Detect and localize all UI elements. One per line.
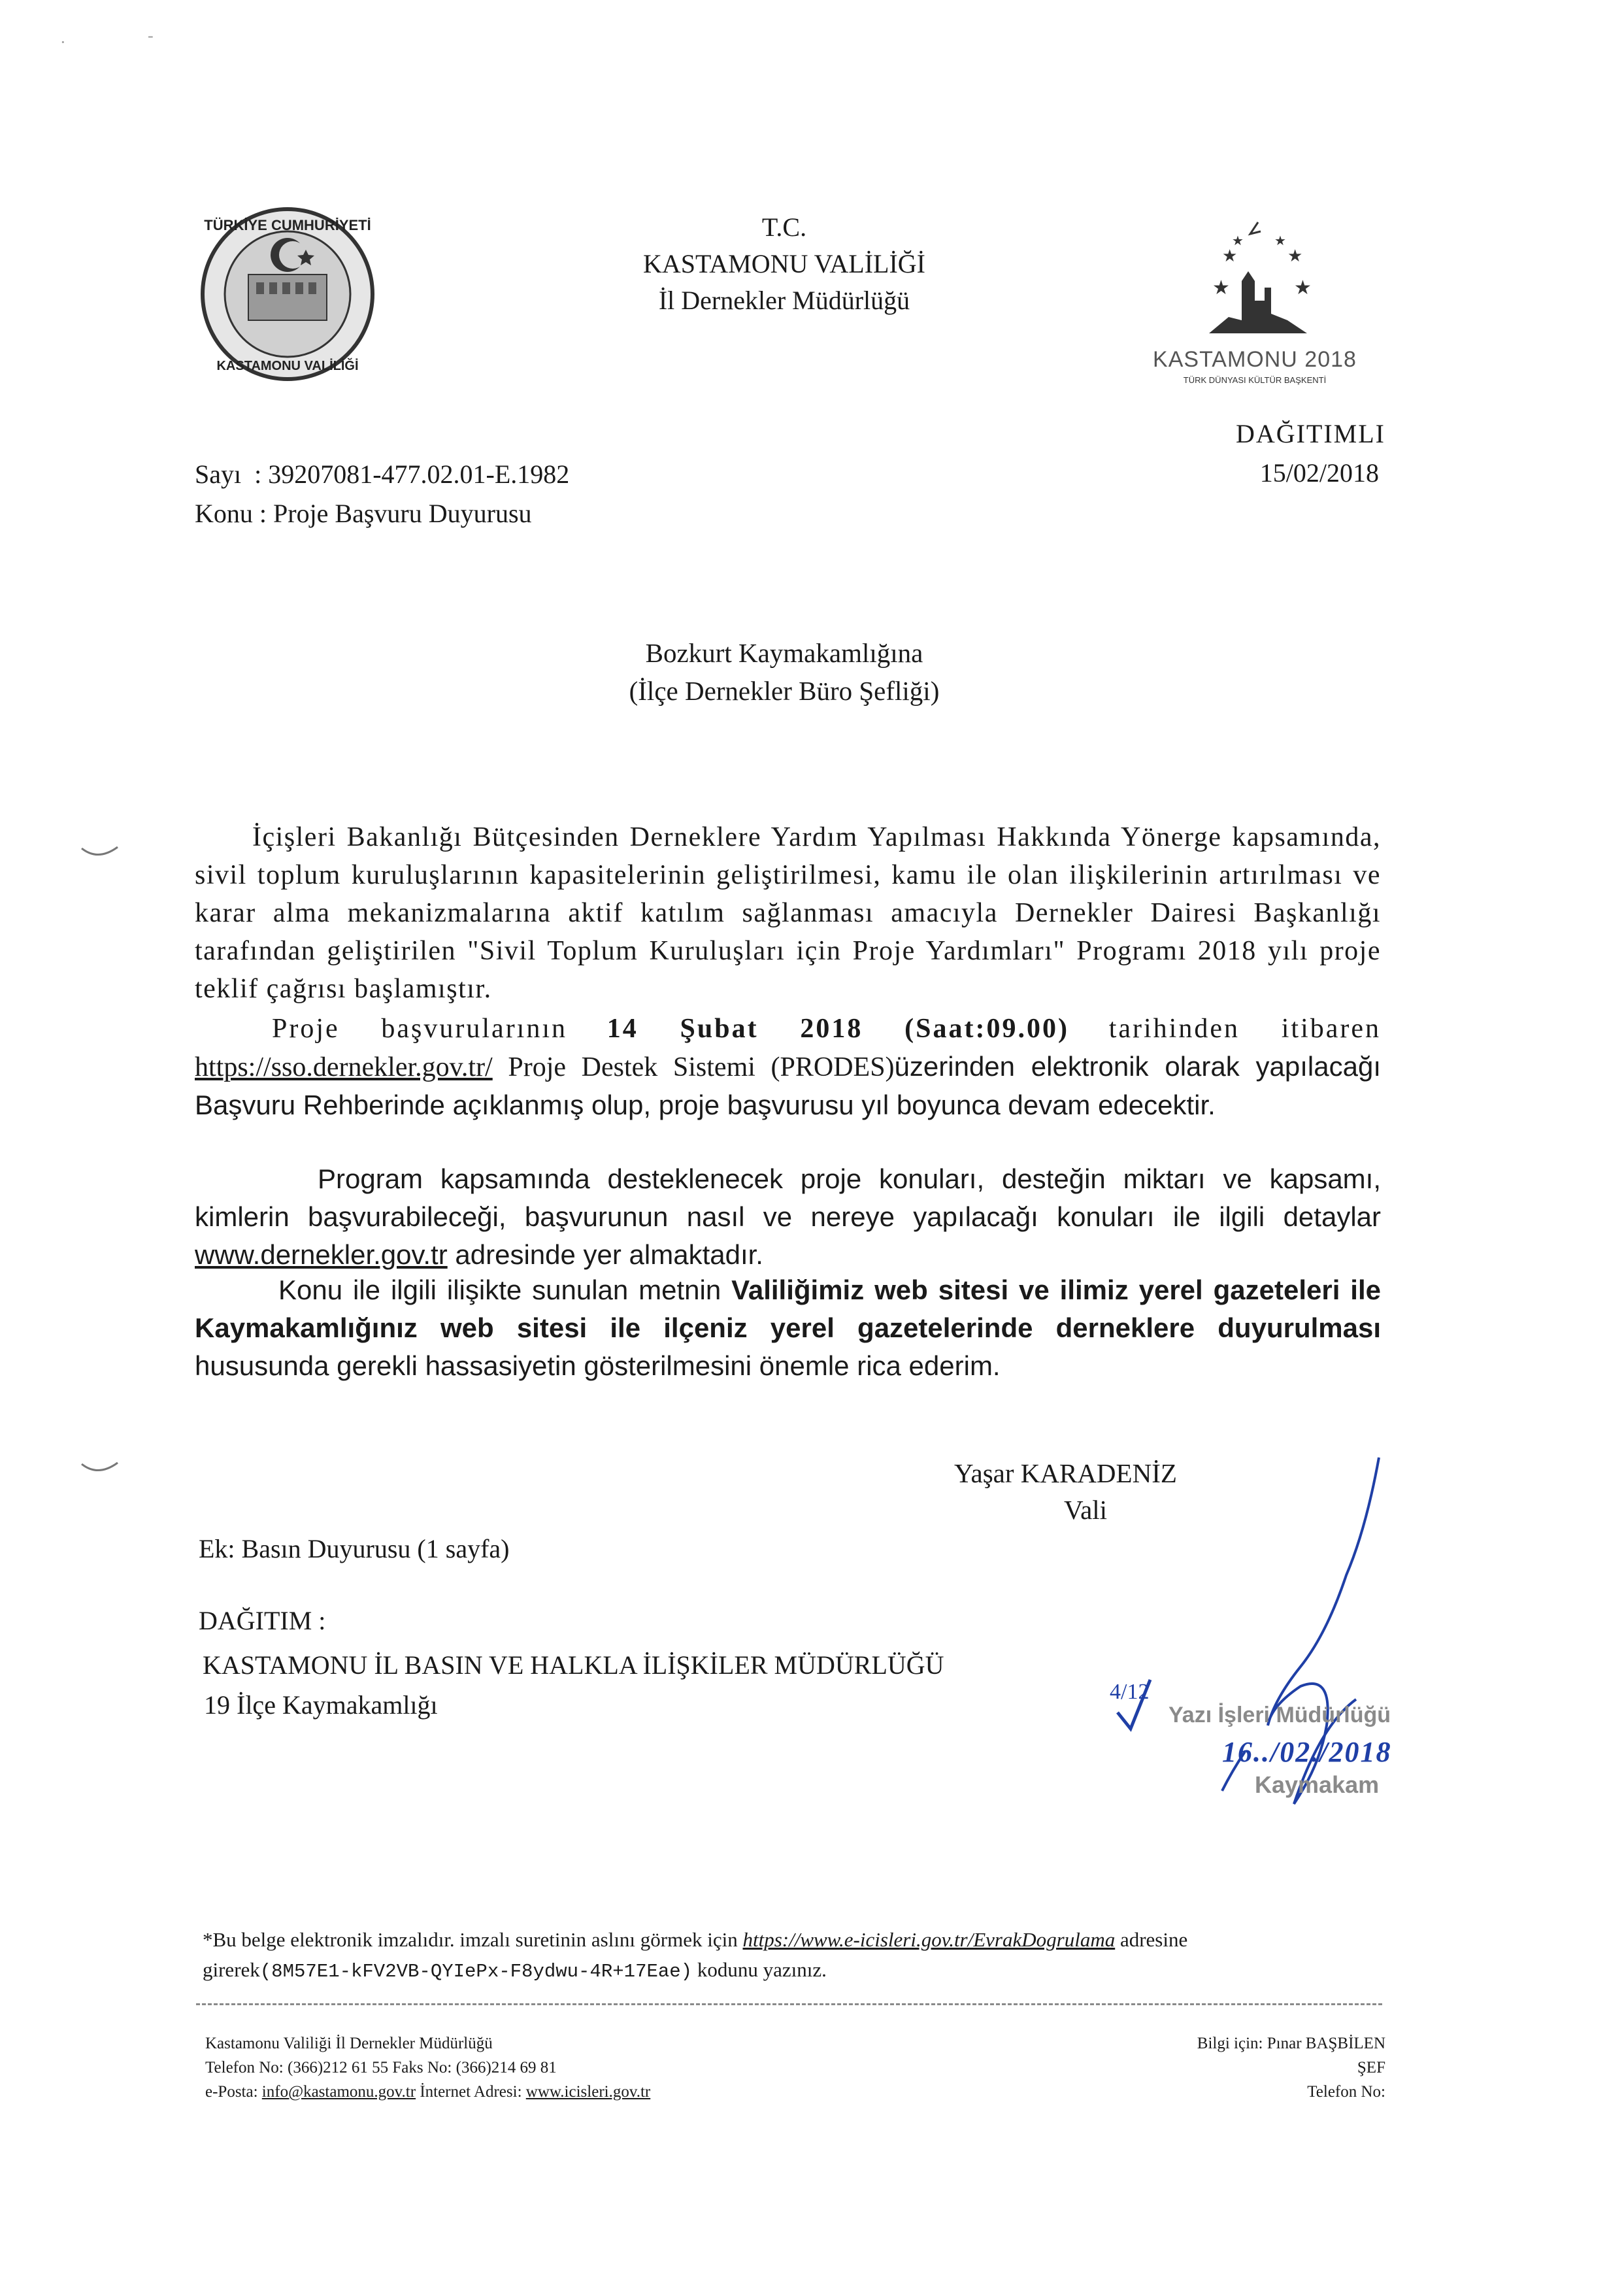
application-date: 14 Şubat 2018 (Saat:09.00): [606, 1014, 1069, 1044]
letterhead-line-3: İl Dernekler Müdürlüğü: [658, 286, 910, 315]
paragraph-text: Proje başvurularının: [272, 1014, 568, 1044]
received-stamp: [1104, 1359, 1470, 1882]
paragraph-text: Program kapsamında desteklenecek proje konuları, desteğin miktarı ve kapsamı, kimlerin başvurabileceği, başvurunun nasıl ve nereye yapılacağı konuları ile ilgili detaylar: [195, 1163, 1381, 1232]
paragraph-text: Konu ile ilgili ilişikte sunulan metnin: [278, 1275, 721, 1305]
recipient-line-2: (İlçe Dernekler Büro Şefliği): [629, 676, 940, 706]
svg-text:★: ★: [1287, 246, 1303, 266]
svg-text:★: ★: [1294, 276, 1312, 299]
svg-text:★: ★: [1274, 233, 1286, 248]
footer-web-label: İnternet Adresi:: [420, 2083, 522, 2101]
esign-text: kodunu yazınız.: [697, 1958, 827, 1981]
stamp-office: Yazı İşleri Müdürlüğü: [1168, 1703, 1391, 1727]
footer-divider: [196, 2003, 1382, 2005]
distribution-label: DAĞITIM :: [199, 1606, 326, 1635]
signer-name: Yaşar KARADENİZ: [954, 1458, 1177, 1488]
stamp-date: 16../02./2018: [1222, 1736, 1392, 1768]
emphasized-request: Valiliğimiz web sitesi ve ilimiz yerel gazeteleri ile Kaymakamlığınız web sitesi ile ilçeniz yerel gazetelerinde derneklere duyurulması: [195, 1275, 1381, 1343]
seal-top-text: TÜRKİYE CUMHURİYETİ: [204, 217, 371, 233]
footer-info: [1111, 2031, 1385, 2104]
paragraph-text: hususunda gerekli hassasiyetin gösterilmesini önemle rica ederim.: [195, 1350, 1001, 1381]
signer-title: Vali: [1064, 1495, 1108, 1525]
seal-bottom-text: KASTAMONU VALİLİĞİ: [216, 359, 359, 373]
stamp-note: 4/12: [1110, 1680, 1150, 1704]
verification-code: (8M57E1-kFV2VB-QYIePx-F8ydwu-4R+17Eae): [259, 1961, 693, 1982]
punch-mark-icon: [78, 843, 124, 863]
footer-office: Kastamonu Valiliği İl Dernekler Müdürlüğü: [205, 2035, 493, 2052]
letterhead-line-2: KASTAMONU VALİLİĞİ: [643, 249, 925, 278]
e-signature-note: [203, 1925, 1425, 1987]
esign-text: *Bu belge elektronik imzalıdır. imzalı suretinin aslını görmek için: [203, 1928, 738, 1951]
footer-web-link[interactable]: www.icisleri.gov.tr: [525, 2083, 651, 2101]
distribution-type: DAĞITIMLI: [1235, 419, 1385, 448]
document-number: Sayı : 39207081-477.02.01-E.1982: [195, 459, 570, 489]
footer-info-contact: Bilgi için: Pınar BAŞBİLEN: [1197, 2035, 1385, 2052]
body-paragraph-1: [195, 818, 1381, 1008]
paragraph-text: üzerinden elektronik olarak yapılacağı Başvuru Rehberinde açıklanmış olup, proje başvurusu yıl boyunca devam edecektir.: [195, 1051, 1381, 1120]
footer-info-phone: Telefon No:: [1307, 2083, 1385, 2101]
footer-email-link[interactable]: info@kastamonu.gov.tr: [261, 2083, 416, 2101]
distribution-item: KASTAMONU İL BASIN VE HALKLA İLİŞKİLER MÜDÜRLÜĞÜ: [203, 1650, 944, 1680]
recipient-block: [457, 634, 1111, 710]
attachment-note: Ek: Basın Duyurusu (1 sayfa): [199, 1534, 510, 1563]
city-logo-subtitle: TÜRK DÜNYASI KÜLTÜR BAŞKENTİ: [1183, 375, 1327, 385]
recipient-line-1: Bozkurt Kaymakamlığına: [645, 638, 923, 668]
letterhead-line-1: T.C.: [761, 212, 807, 242]
punch-mark-icon: [78, 1459, 124, 1478]
body-paragraph-2: [195, 1010, 1381, 1125]
paragraph-text: adresinde yer almaktadır.: [455, 1239, 763, 1270]
esign-text: girerek: [203, 1958, 260, 1981]
letterhead: [457, 209, 1111, 319]
svg-text:★: ★: [1212, 276, 1230, 299]
esign-text: adresine: [1119, 1928, 1188, 1951]
svg-text:★: ★: [1222, 246, 1238, 266]
paragraph-text: İçişleri Bakanlığı Bütçesinden Derneklere Yardım Yapılması Hakkında Yönerge kapsamında, sivil toplum kuruluşlarının kapasitelerinin geliştirilmesi, kamu ile olan ilişkilerinin artırılması ve karar alma mekanizmalarına aktif katılım sağlanması amacıyla Dernekler Dairesi Başkanlığı tarafından geliştirilen "Sivil Toplum Kuruluşları için Proje Yardımları" Programı 2018 yılı proje teklif çağrısı başlamıştır.: [195, 822, 1381, 1004]
ministry-seal-icon: [196, 203, 379, 386]
svg-text:★: ★: [1232, 233, 1244, 248]
footer-phone: Telefon No: (366)212 61 55 Faks No: (366)214 69 81: [205, 2059, 557, 2076]
handwritten-signature-icon: [1104, 1359, 1470, 1882]
scan-mark: ·: [60, 33, 66, 52]
verification-link[interactable]: https://www.e-icisleri.gov.tr/EvrakDogrulama: [742, 1928, 1116, 1951]
dernekler-link[interactable]: www.dernekler.gov.tr: [195, 1239, 448, 1270]
stamp-kaymakam: Kaymakam: [1255, 1771, 1380, 1798]
castle-stars-icon: [1131, 209, 1379, 340]
document-date: 15/02/2018: [1259, 458, 1379, 488]
footer-info-title: ŞEF: [1357, 2059, 1385, 2076]
paragraph-text: Proje Destek Sistemi (PRODES): [508, 1052, 895, 1082]
distribution-item: 19 İlçe Kaymakamlığı: [204, 1690, 438, 1720]
body-paragraph-3: [195, 1160, 1381, 1274]
document-subject: Konu : Proje Başvuru Duyurusu: [195, 499, 532, 528]
prodes-link[interactable]: https://sso.dernekler.gov.tr/: [195, 1052, 493, 1082]
footer-contact: [205, 2031, 650, 2104]
scan-mark: -: [148, 26, 154, 45]
kastamonu-2018-logo: [1131, 209, 1379, 399]
city-logo-title: KASTAMONU 2018: [1153, 347, 1357, 372]
paragraph-text: tarihinden itibaren: [1108, 1014, 1382, 1044]
footer-email-label: e-Posta:: [205, 2083, 258, 2101]
